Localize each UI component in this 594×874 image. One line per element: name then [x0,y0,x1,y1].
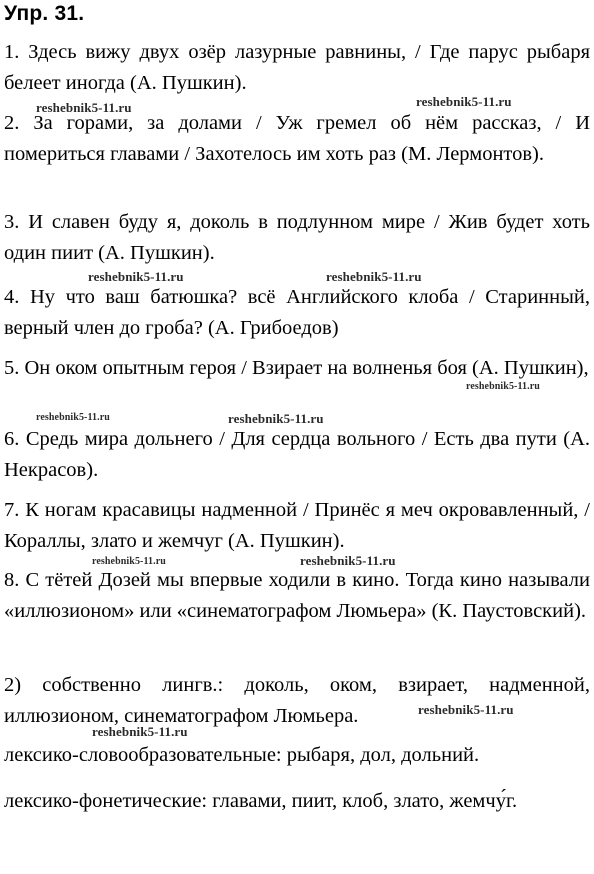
answer-lexical-word-formation: лексико-словообразовательные: рыбаря, дол, дольний. [4,744,480,766]
watermark-text: reshebnik5-11.ru [228,411,324,426]
example-6: 6. Средь мира дольнего / Для сердца вольного / Есть два пути (А. Некрасов). [4,428,590,481]
example-1: 1. Здесь вижу двух озёр лазурные равнины, / Где парус рыбаря белеет иногда (А. Пушкин). [4,41,590,94]
watermark-text: reshebnik5-11.ru [300,553,396,568]
example-5: 5. Он оком опытным героя / Взирает на волненья боя (А. Пушкин), [4,357,589,379]
watermark-text: reshebnik5-11.ru [418,702,514,717]
watermark-text: reshebnik5-11.ru [326,269,422,284]
example-2: 2. За горами, за долами / Уж гремел об нём рассказ, / И помериться главами / Захотелось им хоть раз (М. Лермонтов). [4,112,590,165]
watermark-text: reshebnik5-11.ru [92,556,166,567]
answer-lexical-phonetic: лексико-фонетические: главами, пиит, клоб, злато, жемчу́г. [4,790,518,812]
example-3: 3. И славен буду я, доколь в подлунном мире / Жив будет хоть один пиит (А. Пушкин). [4,211,590,264]
watermark-text: reshebnik5-11.ru [466,381,540,392]
example-8: 8. С тётей Дозей мы впервые ходили в кино. Тогда кино называли «иллюзионом» или «синематографом Люмьера» (К. Паустовский). [4,569,590,622]
example-4: 4. Ну что ваш батюшка? всё Английского клоба / Старинный, верный член до гроба? (А. Грибоедов) [4,286,590,339]
watermark-text: reshebnik5-11.ru [88,269,184,284]
watermark-text: reshebnik5-11.ru [36,100,132,115]
exercise-heading: Упр. 31. [4,2,85,25]
watermark-text: reshebnik5-11.ru [92,724,188,739]
watermark-text: reshebnik5-11.ru [416,94,512,109]
example-7: 7. К ногам красавицы надменной / Принёс я меч окровавленный, / Кораллы, злато и жемчуг (А. Пушкин). [4,499,590,552]
answer-linguistic: 2) собственно лингв.: доколь, оком, взирает, надменной, иллюзионом, синематографом Люмьера. [4,674,590,727]
watermark-text: reshebnik5-11.ru [36,412,110,423]
